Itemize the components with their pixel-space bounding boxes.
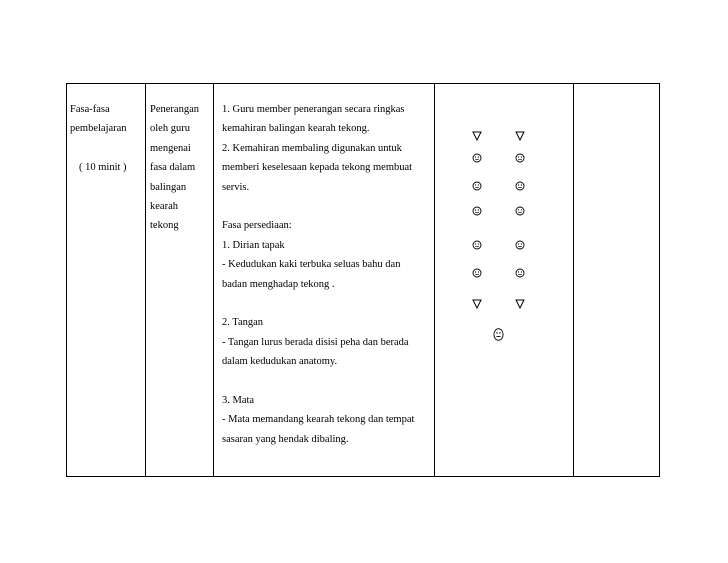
content-line: tekong bbox=[150, 220, 179, 232]
content-line: mengenai bbox=[150, 142, 191, 154]
activity-line: sasaran yang hendak dibaling. bbox=[222, 433, 349, 445]
activity-line bbox=[222, 294, 414, 313]
triangle-down-icon bbox=[515, 299, 525, 309]
smiley-icon bbox=[472, 153, 482, 163]
column-divider bbox=[434, 84, 435, 476]
activity-line: 2. Tangan bbox=[222, 317, 264, 329]
column-divider bbox=[573, 84, 574, 476]
smiley-icon bbox=[515, 268, 525, 278]
smiley-icon bbox=[515, 206, 525, 216]
activity-line: badan menghadap tekong . bbox=[222, 278, 335, 290]
activity-line: - Tangan lurus berada disisi peha dan berada bbox=[222, 336, 409, 348]
phase-line: Fasa-fasa bbox=[70, 104, 110, 115]
activity-cell bbox=[222, 100, 414, 449]
activity-line bbox=[222, 371, 414, 390]
triangle-down-icon bbox=[515, 131, 525, 141]
activity-line: Fasa persediaan: bbox=[222, 220, 292, 232]
lesson-plan-table bbox=[66, 83, 660, 477]
smiley-icon bbox=[515, 153, 525, 163]
content-line: kearah bbox=[150, 200, 178, 212]
column-divider bbox=[145, 84, 146, 476]
activity-line: memberi keselesaan kepada tekong membuat bbox=[222, 162, 413, 174]
activity-line: - Kedudukan kaki terbuka seluas bahu dan bbox=[222, 259, 401, 271]
smiley-icon bbox=[472, 268, 482, 278]
content-cell bbox=[150, 100, 199, 236]
smiley-icon bbox=[472, 240, 482, 250]
phase-duration: ( 10 minit ) bbox=[79, 162, 127, 174]
phase-line bbox=[70, 139, 127, 158]
activity-line: 1. Dirian tapak bbox=[222, 239, 285, 251]
activity-line: kemahiran balingan kearah tekong. bbox=[222, 123, 370, 135]
content-line: fasa dalam bbox=[150, 162, 196, 174]
smiley-icon bbox=[515, 181, 525, 191]
activity-line: 2. Kemahiran membaling digunakan untuk bbox=[222, 142, 402, 154]
activity-line: 1. Guru member penerangan secara ringkas bbox=[222, 104, 405, 115]
activity-line: 3. Mata bbox=[222, 394, 255, 406]
phase-cell bbox=[70, 100, 127, 178]
activity-line: dalam kedudukan anatomy. bbox=[222, 356, 338, 368]
column-divider bbox=[213, 84, 214, 476]
content-line: balingan bbox=[150, 181, 187, 193]
teacher-face-icon bbox=[493, 328, 504, 341]
smiley-icon bbox=[472, 181, 482, 191]
activity-line: servis. bbox=[222, 181, 250, 193]
smiley-icon bbox=[515, 240, 525, 250]
content-line: oleh guru bbox=[150, 123, 190, 135]
activity-line: - Mata memandang kearah tekong dan tempat bbox=[222, 414, 415, 426]
triangle-down-icon bbox=[472, 131, 482, 141]
activity-line bbox=[222, 197, 414, 216]
phase-line: pembelajaran bbox=[70, 123, 127, 135]
smiley-icon bbox=[472, 206, 482, 216]
triangle-down-icon bbox=[472, 299, 482, 309]
content-line: Penerangan bbox=[150, 104, 199, 115]
